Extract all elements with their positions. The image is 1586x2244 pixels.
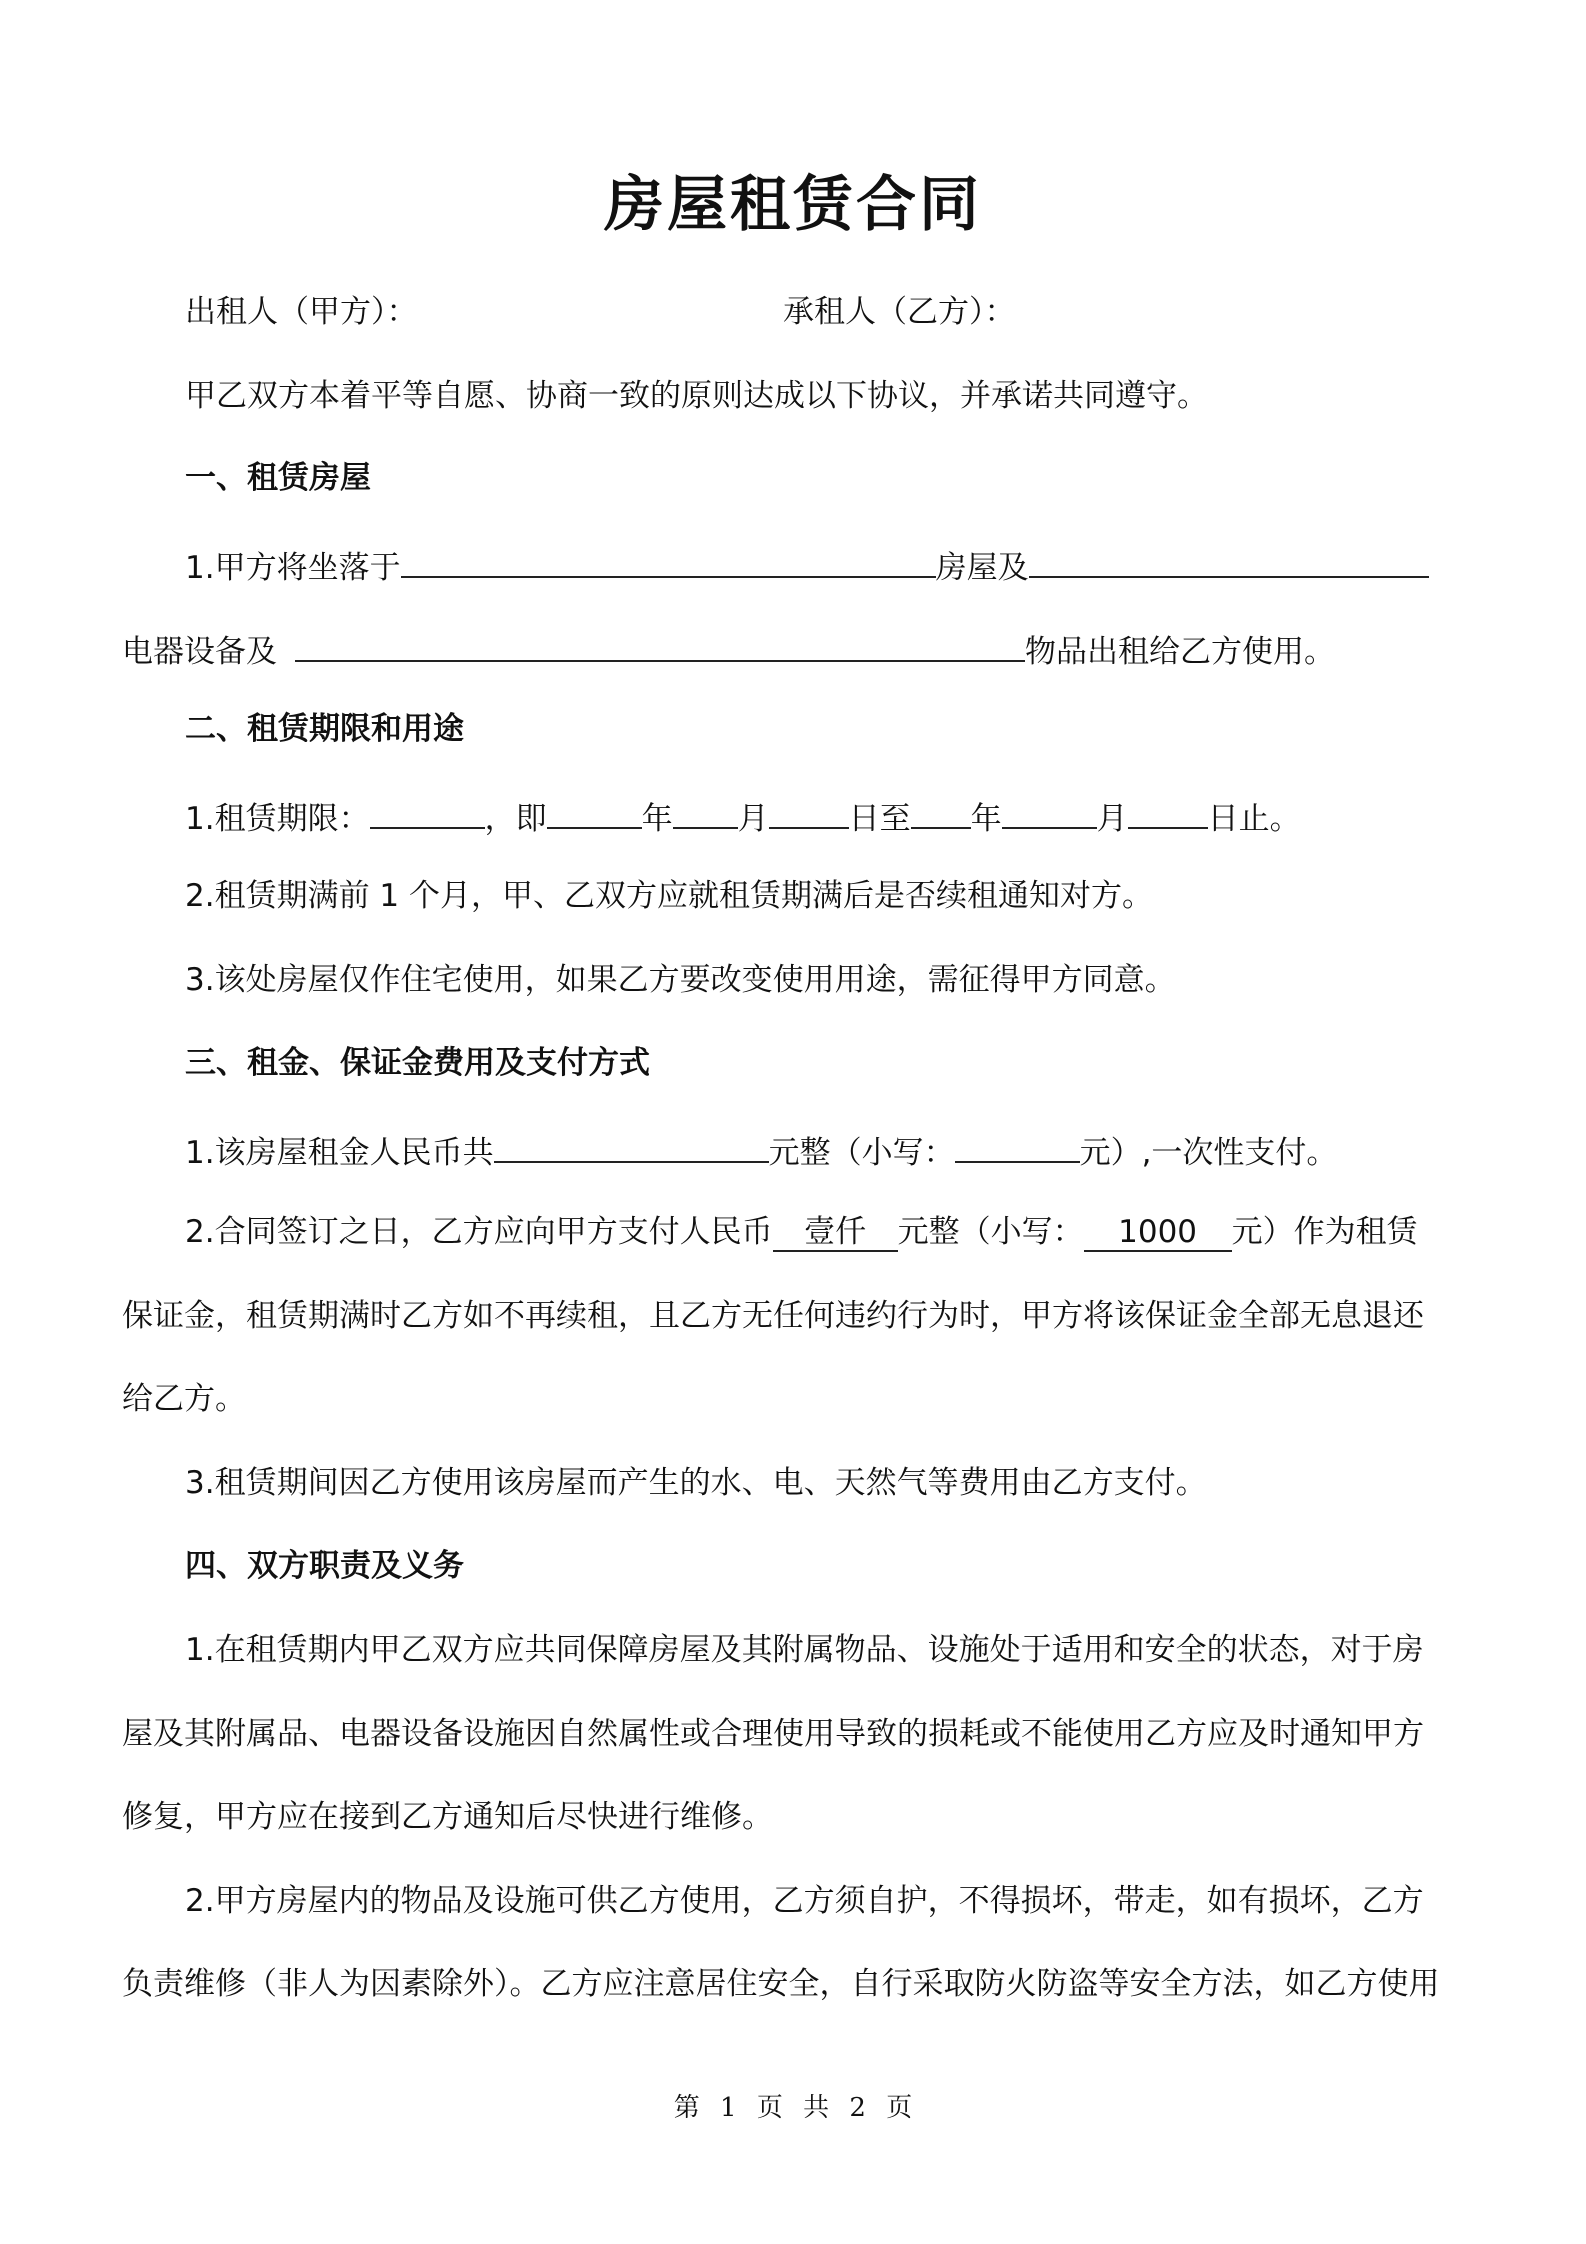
deposit-number-field: 1000 (1084, 1214, 1232, 1252)
term-blank (370, 791, 485, 829)
s3-clause-3: 3.租赁期间因乙方使用该房屋而产生的水、电、天然气等费用由乙方支付。 (185, 1465, 1207, 1501)
s4-clause-1-line-1: 1.在租赁期内甲乙双方应共同保障房屋及其附属物品、设施处于适用和安全的状态，对于房 (185, 1632, 1424, 1668)
s2-clause-3: 3.该处房屋仅作住宅使用，如果乙方要改变使用用途，需征得甲方同意。 (185, 962, 1176, 998)
month-2: 月 (1096, 801, 1128, 837)
deposit-text-b: 元整（小写： (897, 1214, 1084, 1250)
end-month-blank (1002, 791, 1097, 829)
s4-clause-1-line-3: 修复，甲方应在接到乙方通知后尽快进行维修。 (122, 1799, 773, 1835)
day-2: 日止。 (1207, 801, 1301, 837)
year-1: 年 (641, 801, 673, 837)
intro-paragraph: 甲乙双方本着平等自愿、协商一致的原则达成以下协议，并承诺共同遵守。 (185, 378, 1208, 414)
house-items-blank (1029, 540, 1429, 578)
day-1: 日至 (848, 801, 911, 837)
deposit-text-c: 元）作为租赁 (1231, 1214, 1418, 1250)
appliances-blank (295, 624, 1025, 662)
rent-number-blank (955, 1125, 1080, 1163)
s4-clause-1-line-2: 屋及其附属品、电器设备设施因自然属性或合理使用导致的损耗或不能使用乙方应及时通知甲方 (122, 1716, 1424, 1752)
deposit-text-a: 2.合同签订之日，乙方应向甲方支付人民币 (185, 1214, 773, 1250)
start-month-blank (673, 791, 738, 829)
section-3-heading: 三、租金、保证金费用及支付方式 (185, 1045, 650, 1081)
rent-text-c: 元）,一次性支付。 (1079, 1135, 1338, 1171)
s3-clause-2-line-3: 给乙方。 (122, 1381, 246, 1417)
start-day-blank (769, 791, 849, 829)
lessee-label: 承租人（乙方）： (783, 294, 1016, 330)
s2-clause-2: 2.租赁期满前 1 个月，甲、乙双方应就租赁期满后是否续租通知对方。 (185, 878, 1154, 914)
s1-clause-1-line-1 (185, 540, 1429, 590)
s1-text-b: 房屋及 (935, 550, 1029, 586)
term-text-b: ，即 (484, 801, 547, 837)
rent-words-blank (494, 1125, 769, 1163)
page-number-footer: 第 1 页 共 2 页 (673, 2093, 913, 2123)
s1-text-a: 1.甲方将坐落于 (185, 550, 401, 586)
end-day-blank (1128, 791, 1208, 829)
term-label: 1.租赁期限： (185, 801, 370, 837)
s3-clause-2-line-1 (185, 1210, 1418, 1254)
rent-text-b: 元整（小写： (768, 1135, 955, 1171)
s3-clause-2-line-2: 保证金，租赁期满时乙方如不再续租，且乙方无任何违约行为时，甲方将该保证金全部无息退还 (122, 1298, 1424, 1334)
section-1-heading: 一、租赁房屋 (185, 460, 371, 496)
s1-clause-1-line-2 (122, 624, 1335, 674)
s3-clause-1 (185, 1125, 1337, 1175)
document-title: 房屋租赁合同 (604, 170, 982, 240)
section-4-heading: 四、双方职责及义务 (185, 1548, 464, 1584)
end-year-blank (911, 791, 971, 829)
s1-text-d: 物品出租给乙方使用。 (1025, 634, 1335, 670)
month-1: 月 (737, 801, 769, 837)
s4-clause-2-line-2: 负责维修（非人为因素除外）。乙方应注意居住安全，自行采取防火防盗等安全方法，如乙方使用 (122, 1966, 1440, 2002)
rent-text-a: 1.该房屋租金人民币共 (185, 1135, 494, 1171)
s2-clause-1 (185, 791, 1301, 841)
year-2: 年 (970, 801, 1002, 837)
lessor-label: 出租人（甲方）： (185, 294, 418, 330)
s4-clause-2-line-1: 2.甲方房屋内的物品及设施可供乙方使用，乙方须自护，不得损坏，带走，如有损坏，乙方 (185, 1883, 1424, 1919)
location-blank (401, 540, 936, 578)
section-2-heading: 二、租赁期限和用途 (185, 711, 464, 747)
s1-text-c: 电器设备及 (122, 634, 277, 670)
deposit-words-field: 壹仟 (773, 1214, 898, 1252)
start-year-blank (547, 791, 642, 829)
